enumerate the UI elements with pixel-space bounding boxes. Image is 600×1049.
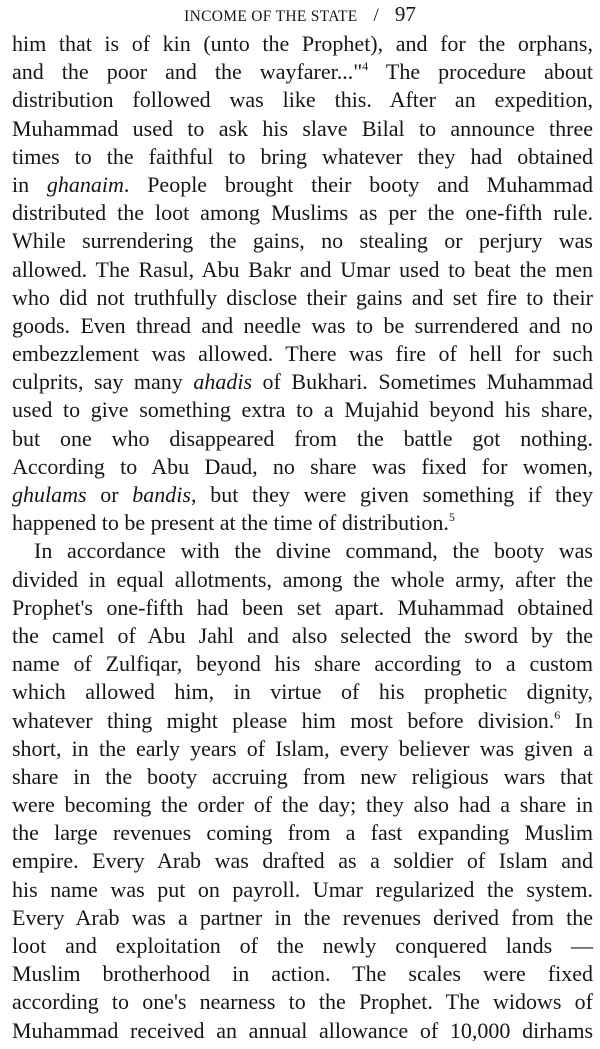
- text-line: [12, 143, 593, 171]
- text-line: [12, 312, 593, 340]
- text-segment: in: [12, 171, 47, 197]
- text-line: [12, 819, 593, 847]
- text-line: [12, 368, 593, 396]
- text-segment: which allowed him, in virtue of his prophetic dignity,: [12, 679, 593, 705]
- text-segment: Muslim brotherhood in action. The scales were fixed: [12, 961, 593, 987]
- text-segment: distribution followed was like this. After an expedition,: [12, 87, 593, 113]
- text-segment: Muhammad used to ask his slave Bilal to announce three: [12, 115, 593, 141]
- text-line: [12, 1017, 593, 1045]
- text-line: [12, 876, 593, 904]
- chapter-title: INCOME OF THE STATE: [184, 8, 358, 25]
- text-line: [12, 227, 593, 255]
- text-segment: Muhammad received an annual allowance of 10,000 dirhams: [12, 1017, 593, 1043]
- text-segment: but one who disappeared from the battle got nothing.: [12, 425, 593, 451]
- header-separator: /: [373, 5, 379, 26]
- italic-term: ahadis: [193, 369, 253, 395]
- text-line: [12, 30, 593, 58]
- text-line: [12, 58, 593, 86]
- text-line: [12, 284, 593, 312]
- text-line: [12, 904, 593, 932]
- text-line: [12, 650, 593, 678]
- text-line: [12, 791, 593, 819]
- text-segment: loot and exploitation of the newly conquered lands —: [12, 933, 593, 958]
- text-segment: In accordance with the divine command, the booty was: [34, 538, 593, 564]
- text-segment: goods. Even thread and needle was to be surrendered and no: [12, 312, 593, 338]
- text-segment: distributed the loot among Muslims as per the one-fifth rule.: [12, 200, 593, 226]
- text-segment: In: [560, 707, 593, 733]
- text-line: [12, 678, 593, 706]
- text-segment: allowed. The Rasul, Abu Bakr and Umar used to beat the men: [12, 256, 593, 282]
- text-segment: the camel of Abu Jahl and also selected the sword by the: [12, 622, 593, 648]
- text-segment: The procedure about: [368, 59, 593, 85]
- text-segment: , but they were given something if they: [190, 482, 593, 507]
- text-segment: and the poor and the wayfarer...": [12, 59, 363, 85]
- text-segment: him that is of kin (unto the Prophet), and for the orphans,: [12, 31, 593, 56]
- text-line: [12, 481, 593, 509]
- text-line: [12, 707, 593, 735]
- text-segment: Prophet's one-fifth had been set apart. Muhammad obtained: [12, 594, 593, 620]
- text-line: [12, 537, 593, 565]
- text-line: [12, 509, 593, 537]
- text-segment: happened to be present at the time of distribution.: [12, 510, 449, 536]
- text-segment: culprits, say many: [12, 369, 194, 395]
- footnote-ref: 4: [362, 59, 369, 74]
- text-segment: his name was put on payroll. Umar regularized the system.: [12, 876, 593, 902]
- text-segment: whatever thing might please him most before division.: [12, 707, 555, 733]
- text-segment: were becoming the order of the day; they also had a share in: [12, 792, 593, 818]
- text-segment: who did not truthfully disclose their gains and set fire to their: [12, 284, 593, 310]
- text-segment: of Bukhari. Sometimes Muhammad: [252, 369, 593, 395]
- text-line: [12, 763, 593, 791]
- text-line: [12, 199, 593, 227]
- text-segment: Every Arab was a partner in the revenues derived from the: [12, 904, 593, 930]
- page-number: 97: [394, 2, 416, 26]
- text-line: [12, 622, 593, 650]
- footnote-ref: 6: [554, 707, 561, 722]
- text-line: [12, 453, 593, 481]
- text-line: [12, 86, 593, 114]
- footnote-ref: 5: [448, 510, 455, 525]
- text-segment: the large revenues coming from a fast expanding Muslim: [12, 820, 593, 846]
- text-segment: divided in equal allotments, among the whole army, after the: [12, 566, 593, 592]
- italic-term: bandis: [132, 482, 191, 507]
- text-segment: times to the faithful to bring whatever they had obtained: [12, 143, 593, 169]
- text-segment: . People brought their booty and Muhammad: [123, 171, 593, 197]
- text-line: [12, 425, 593, 453]
- text-line: [12, 594, 593, 622]
- text-line: [12, 847, 593, 875]
- text-line: [12, 988, 593, 1016]
- text-line: [12, 735, 593, 763]
- italic-term: ghanaim: [46, 171, 124, 197]
- text-line: [12, 396, 593, 424]
- text-segment: used to give something extra to a Mujahid beyond his share,: [12, 397, 593, 423]
- text-segment: share in the booty accruing from new religious wars that: [12, 763, 593, 789]
- text-segment: according to one's nearness to the Prophet. The widows of: [12, 989, 593, 1015]
- text-line: [12, 115, 593, 143]
- text-line: [12, 566, 593, 594]
- text-segment: While surrendering the gains, no stealing or perjury was: [12, 228, 593, 254]
- text-line: [12, 960, 593, 988]
- text-segment: short, in the early years of Islam, every believer was given a: [12, 735, 593, 761]
- running-header: [0, 2, 600, 27]
- text-segment: or: [86, 482, 133, 507]
- text-segment: embezzlement was allowed. There was fire of hell for such: [12, 341, 593, 367]
- body-text: [12, 30, 593, 1045]
- text-line: [12, 932, 593, 960]
- text-segment: empire. Every Arab was drafted as a soldier of Islam and: [12, 848, 593, 874]
- text-segment: name of Zulfiqar, beyond his share according to a custom: [12, 651, 593, 677]
- italic-term: ghulams: [12, 482, 87, 507]
- text-segment: According to Abu Daud, no share was fixed for women,: [12, 453, 593, 479]
- text-line: [12, 340, 593, 368]
- text-line: [12, 256, 593, 284]
- text-line: [12, 171, 593, 199]
